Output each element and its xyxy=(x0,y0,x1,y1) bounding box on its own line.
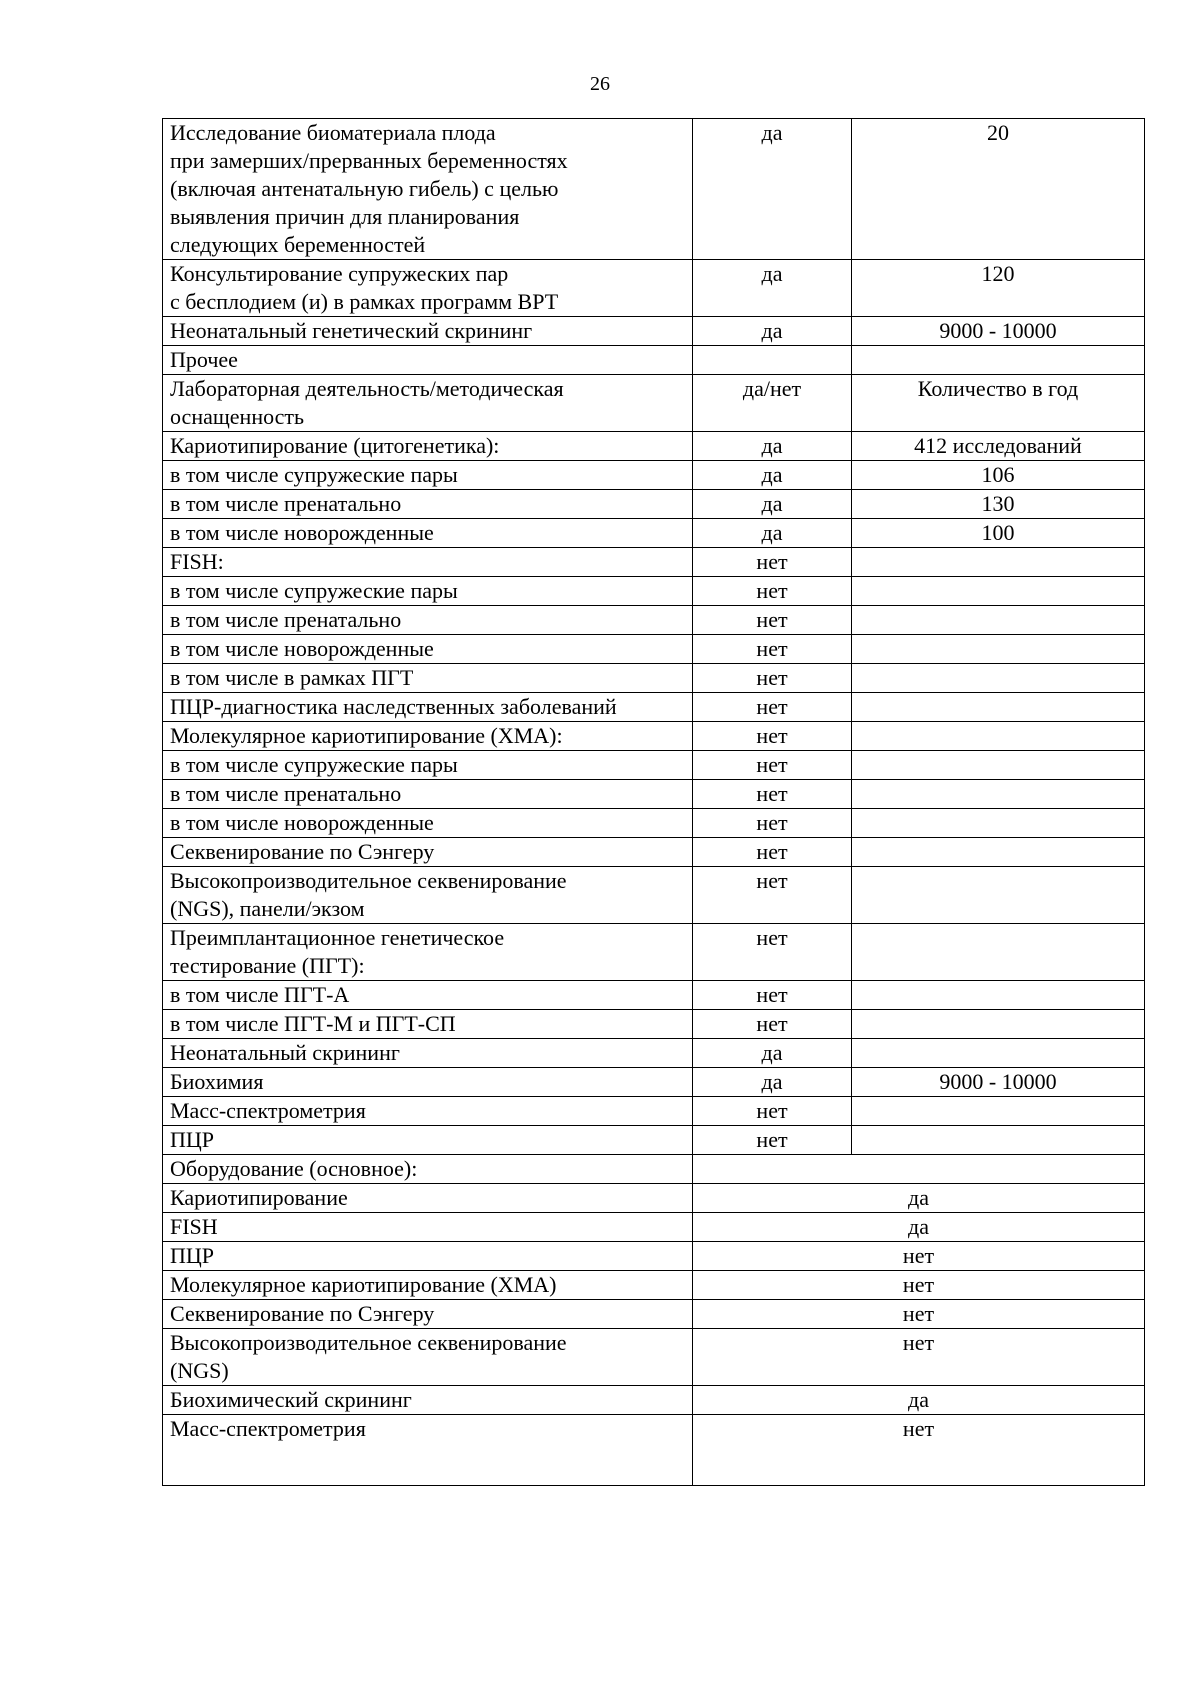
quantity-cell xyxy=(852,693,1145,722)
availability-cell: да xyxy=(693,490,852,519)
row-label xyxy=(163,317,693,346)
row-label-line: Кариотипирование xyxy=(170,1185,348,1210)
quantity-cell xyxy=(852,867,1145,924)
availability-cell: нет xyxy=(693,981,852,1010)
row-label xyxy=(163,809,693,838)
table-row xyxy=(163,1184,1145,1213)
equipment-value-cell: да xyxy=(693,1386,1145,1415)
row-label xyxy=(163,1415,693,1486)
table-row xyxy=(163,577,1145,606)
table-row xyxy=(163,119,1145,260)
availability-cell: нет xyxy=(693,751,852,780)
row-label xyxy=(163,1329,693,1386)
row-label xyxy=(163,432,693,461)
availability-cell: да xyxy=(693,317,852,346)
table-row xyxy=(163,1097,1145,1126)
equipment-value-cell: да xyxy=(693,1213,1145,1242)
quantity-cell xyxy=(852,722,1145,751)
row-label-line: в том числе пренатально xyxy=(170,781,402,806)
table-row xyxy=(163,838,1145,867)
row-label-line: Прочее xyxy=(170,347,238,372)
row-label-line: Неонатальный скрининг xyxy=(170,1040,400,1065)
row-label-line: в том числе новорожденные xyxy=(170,810,434,835)
row-label-line: (включая антенатальную гибель) с целью xyxy=(170,176,559,201)
row-label-line: при замерших/прерванных беременностях xyxy=(170,148,568,173)
row-label xyxy=(163,119,693,260)
row-label xyxy=(163,1242,693,1271)
quantity-cell xyxy=(852,606,1145,635)
row-label-line: Биохимический скрининг xyxy=(170,1387,412,1412)
row-label-line: Неонатальный генетический скрининг xyxy=(170,318,533,343)
row-label xyxy=(163,1039,693,1068)
row-label xyxy=(163,722,693,751)
row-label-line: Лабораторная деятельность/методическая xyxy=(170,376,564,401)
row-label xyxy=(163,635,693,664)
availability-cell: нет xyxy=(693,924,852,981)
table-row xyxy=(163,693,1145,722)
table-row xyxy=(163,809,1145,838)
equipment-value-cell: нет xyxy=(693,1415,1145,1486)
row-label xyxy=(163,1271,693,1300)
table-row xyxy=(163,1271,1145,1300)
row-label xyxy=(163,548,693,577)
quantity-cell xyxy=(852,981,1145,1010)
availability-cell: да xyxy=(693,119,852,260)
quantity-cell xyxy=(852,1097,1145,1126)
row-label-line: ПЦР xyxy=(170,1127,215,1152)
row-label-line: Молекулярное кариотипирование (ХМА): xyxy=(170,723,563,748)
row-label-line: (NGS), панели/экзом xyxy=(170,896,365,921)
quantity-cell: 20 xyxy=(852,119,1145,260)
row-label xyxy=(163,1068,693,1097)
table-row xyxy=(163,606,1145,635)
quantity-cell: 130 xyxy=(852,490,1145,519)
availability-cell: да xyxy=(693,519,852,548)
row-label-line: Масс-спектрометрия xyxy=(170,1416,366,1441)
availability-cell: нет xyxy=(693,664,852,693)
row-label xyxy=(163,490,693,519)
equipment-value-cell: нет xyxy=(693,1242,1145,1271)
availability-cell: да/нет xyxy=(693,375,852,432)
row-label-line: FISH xyxy=(170,1214,218,1239)
availability-cell: нет xyxy=(693,548,852,577)
table-body xyxy=(163,119,1145,1486)
row-label-line: Оборудование (основное): xyxy=(170,1156,418,1181)
row-label-line: Масс-спектрометрия xyxy=(170,1098,366,1123)
row-label xyxy=(163,924,693,981)
quantity-cell xyxy=(852,751,1145,780)
row-label xyxy=(163,867,693,924)
table-row xyxy=(163,548,1145,577)
table-row xyxy=(163,1329,1145,1386)
page-number: 26 xyxy=(590,73,610,95)
row-label-line: Высокопроизводительное секвенирование xyxy=(170,1330,567,1355)
row-label-line: в том числе ПГТ-М и ПГТ-СП xyxy=(170,1011,456,1036)
availability-cell: да xyxy=(693,432,852,461)
table-row xyxy=(163,635,1145,664)
table-row xyxy=(163,780,1145,809)
row-label-line: Исследование биоматериала плода xyxy=(170,120,496,145)
availability-cell: нет xyxy=(693,867,852,924)
row-label-line: FISH: xyxy=(170,549,224,574)
table-row xyxy=(163,722,1145,751)
row-label-line: в том числе пренатально xyxy=(170,607,402,632)
table-row xyxy=(163,751,1145,780)
lab-capabilities-table xyxy=(162,118,1145,1486)
table-row xyxy=(163,664,1145,693)
table-row xyxy=(163,1242,1145,1271)
quantity-cell: 100 xyxy=(852,519,1145,548)
quantity-cell: 9000 - 10000 xyxy=(852,1068,1145,1097)
availability-cell: да xyxy=(693,1068,852,1097)
quantity-cell xyxy=(852,635,1145,664)
availability-cell: нет xyxy=(693,780,852,809)
row-label xyxy=(163,461,693,490)
table-row xyxy=(163,1386,1145,1415)
table-row xyxy=(163,1010,1145,1039)
row-label xyxy=(163,1213,693,1242)
availability-cell xyxy=(693,346,852,375)
table-row xyxy=(163,375,1145,432)
table-row xyxy=(163,461,1145,490)
availability-cell: нет xyxy=(693,1126,852,1155)
quantity-cell xyxy=(852,1010,1145,1039)
table-row xyxy=(163,1415,1145,1486)
table-row xyxy=(163,981,1145,1010)
availability-cell: да xyxy=(693,260,852,317)
availability-cell: да xyxy=(693,461,852,490)
quantity-cell xyxy=(852,1126,1145,1155)
availability-cell: нет xyxy=(693,635,852,664)
quantity-cell: 412 исследований xyxy=(852,432,1145,461)
row-label-line: оснащенность xyxy=(170,404,305,429)
row-label xyxy=(163,1300,693,1329)
table-row xyxy=(163,519,1145,548)
table-row xyxy=(163,1126,1145,1155)
row-label-line: в том числе пренатально xyxy=(170,491,402,516)
availability-cell: нет xyxy=(693,722,852,751)
availability-cell: нет xyxy=(693,1097,852,1126)
row-label xyxy=(163,260,693,317)
table-row xyxy=(163,317,1145,346)
row-label xyxy=(163,780,693,809)
row-label-line: Преимплантационное генетическое xyxy=(170,925,505,950)
row-label-line: в том числе ПГТ-А xyxy=(170,982,350,1007)
table-row xyxy=(163,924,1145,981)
quantity-cell xyxy=(852,924,1145,981)
quantity-cell xyxy=(852,346,1145,375)
row-label xyxy=(163,519,693,548)
availability-cell: нет xyxy=(693,838,852,867)
table-row xyxy=(163,1068,1145,1097)
row-label-line: в том числе в рамках ПГТ xyxy=(170,665,414,690)
equipment-value-cell: да xyxy=(693,1184,1145,1213)
row-label xyxy=(163,1386,693,1415)
row-label xyxy=(163,664,693,693)
row-label-line: Молекулярное кариотипирование (ХМА) xyxy=(170,1272,557,1297)
row-label-line: ПЦР xyxy=(170,1243,215,1268)
availability-cell: нет xyxy=(693,606,852,635)
row-label-line: в том числе новорожденные xyxy=(170,520,434,545)
row-label-line: выявления причин для планирования xyxy=(170,204,520,229)
row-label xyxy=(163,346,693,375)
row-label-line: Секвенирование по Сэнгеру xyxy=(170,1301,435,1326)
table-row xyxy=(163,1039,1145,1068)
quantity-cell: 120 xyxy=(852,260,1145,317)
row-label xyxy=(163,1010,693,1039)
table-row xyxy=(163,1300,1145,1329)
row-label-line: ПЦР-диагностика наследственных заболеваний xyxy=(170,694,617,719)
row-label xyxy=(163,1097,693,1126)
table-row xyxy=(163,346,1145,375)
quantity-cell xyxy=(852,1039,1145,1068)
table-row xyxy=(163,867,1145,924)
quantity-cell: 106 xyxy=(852,461,1145,490)
row-label-line: с бесплодием (и) в рамках программ ВРТ xyxy=(170,289,559,314)
availability-cell: да xyxy=(693,1039,852,1068)
quantity-cell: 9000 - 10000 xyxy=(852,317,1145,346)
row-label xyxy=(163,606,693,635)
equipment-value-cell: нет xyxy=(693,1329,1145,1386)
row-label-line: в том числе супружеские пары xyxy=(170,752,458,777)
table-row xyxy=(163,260,1145,317)
table-row xyxy=(163,490,1145,519)
table-row xyxy=(163,1213,1145,1242)
row-label-line: в том числе супружеские пары xyxy=(170,578,458,603)
row-label xyxy=(163,1126,693,1155)
equipment-value-cell xyxy=(693,1155,1145,1184)
table-row xyxy=(163,432,1145,461)
row-label-line: в том числе новорожденные xyxy=(170,636,434,661)
row-label xyxy=(163,693,693,722)
availability-cell: нет xyxy=(693,809,852,838)
availability-cell: нет xyxy=(693,577,852,606)
row-label xyxy=(163,981,693,1010)
row-label xyxy=(163,751,693,780)
equipment-value-cell: нет xyxy=(693,1271,1145,1300)
row-label xyxy=(163,1184,693,1213)
row-label-line: в том числе супружеские пары xyxy=(170,462,458,487)
row-label-line: Кариотипирование (цитогенетика): xyxy=(170,433,500,458)
quantity-cell xyxy=(852,548,1145,577)
row-label-line: Высокопроизводительное секвенирование xyxy=(170,868,567,893)
quantity-cell xyxy=(852,664,1145,693)
availability-cell: нет xyxy=(693,693,852,722)
row-label-line: (NGS) xyxy=(170,1358,229,1383)
row-label-line: Секвенирование по Сэнгеру xyxy=(170,839,435,864)
quantity-cell: Количество в год xyxy=(852,375,1145,432)
equipment-value-cell: нет xyxy=(693,1300,1145,1329)
quantity-cell xyxy=(852,780,1145,809)
row-label xyxy=(163,838,693,867)
quantity-cell xyxy=(852,577,1145,606)
row-label-line: тестирование (ПГТ): xyxy=(170,953,365,978)
row-label xyxy=(163,375,693,432)
quantity-cell xyxy=(852,809,1145,838)
row-label xyxy=(163,577,693,606)
quantity-cell xyxy=(852,838,1145,867)
availability-cell: нет xyxy=(693,1010,852,1039)
row-label-line: Биохимия xyxy=(170,1069,264,1094)
row-label-line: Консультирование супружеских пар xyxy=(170,261,509,286)
row-label xyxy=(163,1155,693,1184)
table-row xyxy=(163,1155,1145,1184)
row-label-line: следующих беременностей xyxy=(170,232,426,257)
